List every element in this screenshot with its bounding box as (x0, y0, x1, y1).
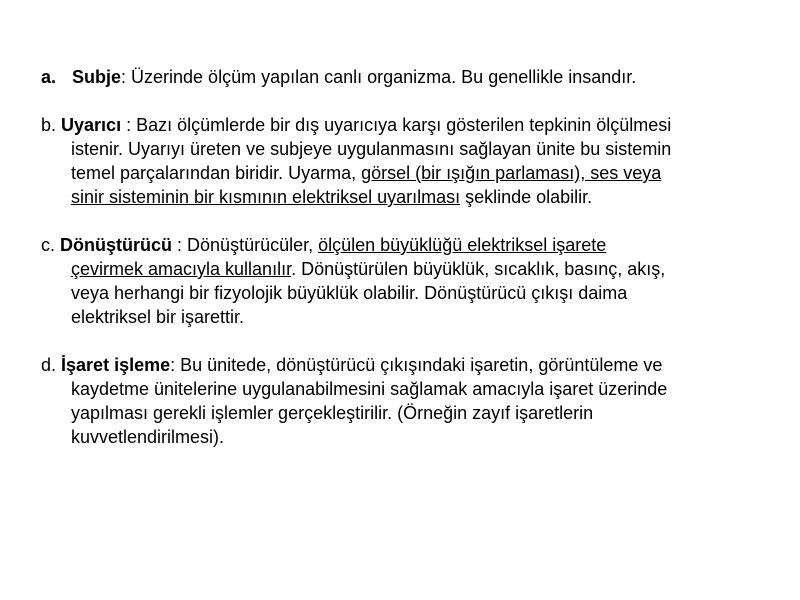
item-c-line-4 (41, 305, 761, 329)
item-d-text-4: kuvvetlendirilmesi). (71, 427, 225, 447)
item-a-term: Subje (72, 67, 122, 87)
definition-item-b (41, 113, 761, 209)
item-c-line-2 (41, 257, 761, 281)
item-d-term: İşaret işleme (61, 355, 171, 375)
item-a-line-1 (41, 65, 761, 89)
item-b-text-2: istenir. Uyarıyı üreten ve subjeye uygulanmasını sağlayan ünite bu sistemin (71, 139, 672, 159)
item-d-line-3 (41, 401, 761, 425)
item-d-line-4 (41, 425, 761, 449)
item-d-text-1: : Bu ünitede, dönüştürücü çıkışındaki işaretin, görüntüleme ve (170, 355, 663, 375)
item-c-line-1 (41, 233, 761, 257)
item-c-underlined-1: ölçülen büyüklüğü elektriksel işarete (318, 235, 607, 255)
item-b-line-3 (41, 161, 761, 185)
item-c-text-3: veya herhangi bir fizyolojik büyüklük olabilir. Dönüştürücü çıkışı daima (71, 283, 628, 303)
item-d-text-3: yapılması gerekli işlemler gerçekleştirilir. (Örneğin zayıf işaretlerin (71, 403, 594, 423)
item-a-text: : Üzerinde ölçüm yapılan canlı organizma. Bu genellikle insandır. (121, 67, 637, 87)
item-c-text-1: : Dönüştürücüler, (172, 235, 319, 255)
definition-item-d (41, 353, 761, 449)
item-b-line-4 (41, 185, 761, 209)
definition-item-a (41, 65, 761, 89)
item-b-term: Uyarıcı (61, 115, 122, 135)
item-b-line-2 (41, 137, 761, 161)
item-c-underlined-2: çevirmek amacıyla kullanılır (71, 259, 292, 279)
item-b-line-1 (41, 113, 761, 137)
item-c-line-3 (41, 281, 761, 305)
item-d-line-2 (41, 377, 761, 401)
item-a-marker: a. (41, 67, 57, 87)
item-d-marker: d. (41, 355, 57, 375)
item-b-text-4: şeklinde olabilir. (460, 187, 593, 207)
item-c-term: Dönüştürücü (60, 235, 173, 255)
item-b-underlined-1: görsel (bir ışığın parlaması), ses veya (361, 163, 662, 183)
item-d-line-1 (41, 353, 761, 377)
item-d-text-2: kaydetme ünitelerine uygulanabilmesini sağlamak amacıyla işaret üzerinde (71, 379, 668, 399)
item-b-text-3: temel parçalarından biridir. Uyarma, (71, 163, 362, 183)
item-b-text-1: : Bazı ölçümlerde bir dış uyarıcıya karşı gösterilen tepkinin ölçülmesi (121, 115, 672, 135)
item-b-underlined-2: sinir sisteminin bir kısmının elektriksel uyarılması (71, 187, 461, 207)
item-b-marker: b. (41, 115, 57, 135)
item-c-marker: c. (41, 235, 56, 255)
item-c-text-2: . Dönüştürülen büyüklük, sıcaklık, basınç, akış, (291, 259, 666, 279)
definition-item-c (41, 233, 761, 329)
item-c-text-4: elektriksel bir işarettir. (71, 307, 245, 327)
